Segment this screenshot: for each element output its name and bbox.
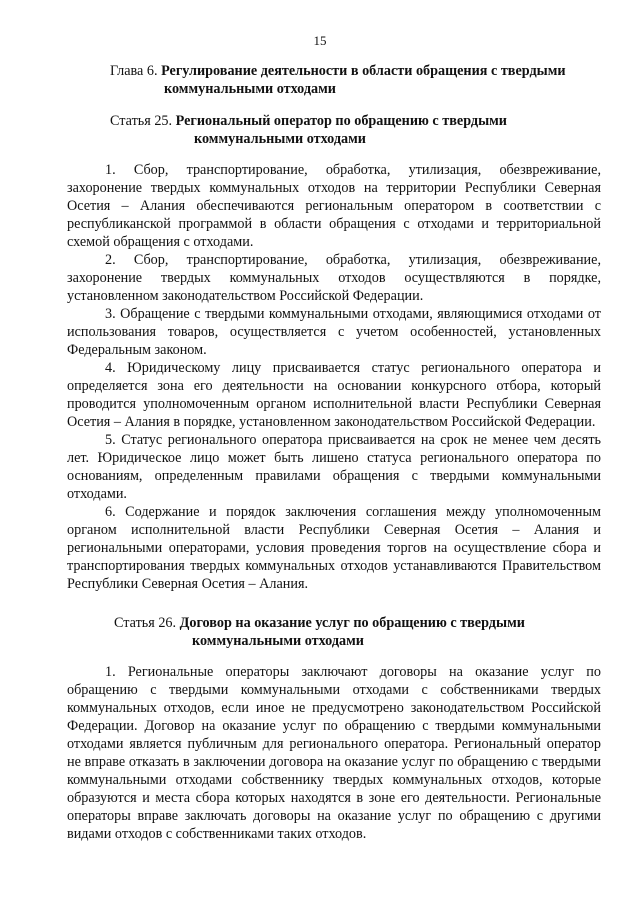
article-26-prefix: Статья 26. [114,615,177,631]
article-25-paragraph-1: 1. Сбор, транспортирование, обработка, утилизация, обезвреживание, захоронение твердых коммунальных отходов на территории Республики Северная Осетия – Алания обеспечиваются региональным оператором в соответствии с республиканской программой в области обращения с отходами и территориальной схемой обращения с отходами. [67,162,601,250]
article-25-heading [110,112,590,148]
article-25-title-line1: Региональный оператор по обращению с твердыми [175,113,507,129]
article-25-paragraph-5: 5. Статус регионального оператора присваивается на срок не менее чем десять лет. Юридическое лицо может быть лишено статуса регионального оператора по основаниям, определенным правилами обращения с твердыми коммунальными отходами. [67,432,601,502]
chapter-title-line2: коммунальными отходами [164,81,336,97]
chapter-prefix: Глава 6. [110,63,158,79]
article-26-body [67,663,601,843]
article-26-title-line1: Договор на оказание услуг по обращению с твердыми [179,615,525,631]
article-25-body [67,161,601,593]
article-25-prefix: Статья 25. [110,113,173,129]
article-26-paragraph-1: 1. Региональные операторы заключают договоры на оказание услуг по обращению с твердыми коммунальными отходами с собственниками твердых коммунальных отходов, если иное не предусмотрено законодательством Российской Федерации. Договор на оказание услуг по обращению с твердыми коммунальными отходами является публичным для регионального оператора. Региональный оператор не вправе отказать в заключении договора на оказание услуг по обращению с твердыми коммунальными отходами собственнику твердых коммунальных отходов, которые образуются и места сбора которых находятся в зоне его деятельности. Региональные операторы вправе заключать договоры на оказание услуг по обращению с другими видами отходов с собственниками таких отходов. [67,664,601,842]
article-25-paragraph-4: 4. Юридическому лицу присваивается статус регионального оператора и определяется зона его деятельности на основании конкурсного отбора, который проводится уполномоченным органом исполнительной власти Республики Северная Осетия – Алания в порядке, установленном законодательством Российской Федерации. [67,360,601,430]
article-25-paragraph-3: 3. Обращение с твердыми коммунальными отходами, являющимися отходами от использования товаров, осуществляется с учетом особенностей, установленных Федеральным законом. [67,306,601,358]
article-26-title-line2: коммунальными отходами [192,633,364,649]
chapter-heading [110,62,610,98]
article-25-title-line2: коммунальными отходами [194,131,366,147]
page-number: 15 [313,33,327,48]
article-25-paragraph-2: 2. Сбор, транспортирование, обработка, утилизация, обезвреживание, захоронение твердых коммунальных отходов осуществляются в порядке, установленном законодательством Российской Федерации. [67,252,601,304]
chapter-title-line1: Регулирование деятельности в области обращения с твердыми [161,63,566,79]
article-26-heading [114,614,594,650]
article-25-paragraph-6: 6. Содержание и порядок заключения соглашения между уполномоченным органом исполнительной власти Республики Северная Осетия – Алания и региональными операторами, условия проведения торгов на осуществление сбора и транспортирования твердых коммунальных отходов устанавливаются Правительством Республики Северная Осетия – Алания. [67,504,601,592]
